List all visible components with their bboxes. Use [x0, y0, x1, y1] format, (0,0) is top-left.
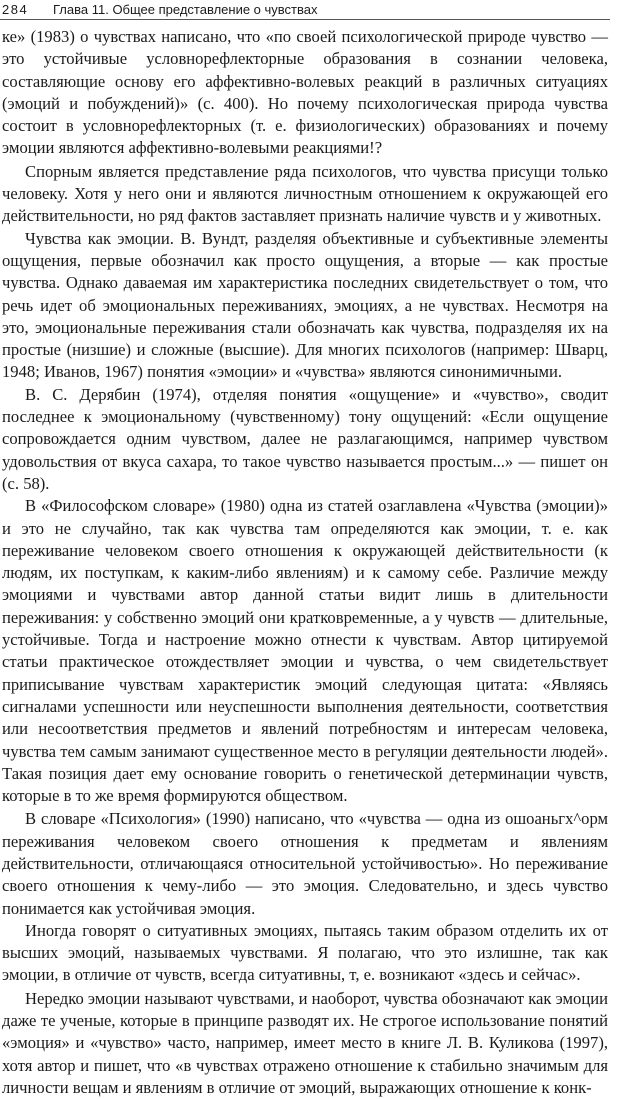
paragraph-4: В. С. Дерябин (1974), отделяя понятия «ощущение» и «чувство», сводит последнее к эмоциональному (чувственному) тону ощущений: «Если ощущение сопровождается одним чувством, далее не разлагающимся, например чувством удовольствия от вкуса сахара, то такое чувство называется простым...» — пишет он (с. 58). — [2, 384, 608, 493]
paragraph-7: Иногда говорят о ситуативных эмоциях, пытаясь таким образом отделить их от высших эмоций, называемых чувствами. Я полагаю, что это излишне, так как эмоции, в отличие от чувств, всегда ситуативны, т, е. возникают «здесь и сейчас». — [2, 920, 608, 985]
header-rule — [0, 19, 610, 20]
paragraph-2: Спорным является представление ряда психологов, что чувства присущи только человеку. Хотя у него они и являются личностным отношением к окружающей его действительности, но ряд фактов заставляет признать наличие чувств и у животных. — [2, 161, 608, 226]
paragraph-1: ке» (1983) о чувствах написано, что «по своей психологической природе чувство — это устойчивые условнорефлекторные образования в сознании человека, составляющие основу его аффективно-волевых реакций в различных ситуациях (эмоций и побуждений)» (с. 400). Но почему психологическая природа чувства состоит в условнорефлекторных (т. е. физиологических) образованиях и почему эмоции являются аффективно-волевыми реакциями!? — [2, 27, 608, 158]
paragraph-5: В «Философском словаре» (1980) одна из статей озаглавлена «Чувства (эмоции)» и это не случайно, так как чувства там определяются как эмоции, т. е. как переживание человеком своего отношения к окружающей действительности (к людям, их поступкам, к каким-либо явлениям) и к самому себе. Различие между эмоциями и чувствами автор данной статьи видит лишь в длительности переживания: у собственно эмоций они кратковременные, а у чувств — длительные, устойчивые. Тогда и настроение можно отнести к чувствам. Автор цитируемой статьи практическое отождествляет эмоции и чувства, о чем свидетельствует приписывание чувствам характеристик эмоций следующая цитата: «Являясь сигналами успешности или неуспешности выполнения деятельности, соответствия или несоответствия предметов и явлений потребностям и интересам человека, чувства тем самым занимают существенное место в регуляции деятельности людей». Такая позиция дает ему основание говорить о генетической детерминации чувств, которые в то же время формируются обществом. — [2, 496, 608, 806]
page-body — [2, 26, 608, 1099]
paragraph-3: Чувства как эмоции. В. Вундт, разделяя объективные и субъективные элементы ощущения, первые обозначил как просто ощущения, а вторые — как простые чувства. Однако даваемая им характеристика последних свидетельствует о том, что речь идет об эмоциональных переживаниях, эмоциях, а не чувствах. Несмотря на это, эмоциональные переживания стали обозначать как чувства, подразделяя их на простые (низшие) и сложные (высшие). Для многих психологов (например: Шварц, 1948; Иванов, 1967) понятия «эмоции» и «чувства» являются синонимичными. — [2, 228, 608, 382]
running-title: Глава 11. Общее представление о чувствах — [53, 2, 318, 17]
paragraph-6: В словаре «Психология» (1990) написано, что «чувства — одна из ошоаньгх^орм переживания человеком своего отношения к предметам и явлениям действительности, отличающаяся относительной устойчивостью». Но переживание своего отношения к чему-либо — это эмоция. Следовательно, и здесь чувство понимается как устойчивая эмоция. — [2, 809, 608, 918]
page-number: 284 — [2, 2, 29, 17]
paragraph-8: Нередко эмоции называют чувствами, и наоборот, чувства обозначают как эмоции даже те ученые, которые в принципе разводят их. Не строгое использование понятий «эмоция» и «чувство» часто, например, имеет место в книге Л. В. Куликова (1997), хотя автор и пишет, что «в чувствах отражено отношение к стабильно значимым для личности вещам и явлениям в отличие от эмоций, выражающих отношение к конк- — [2, 988, 608, 1097]
page-header — [0, 0, 620, 22]
